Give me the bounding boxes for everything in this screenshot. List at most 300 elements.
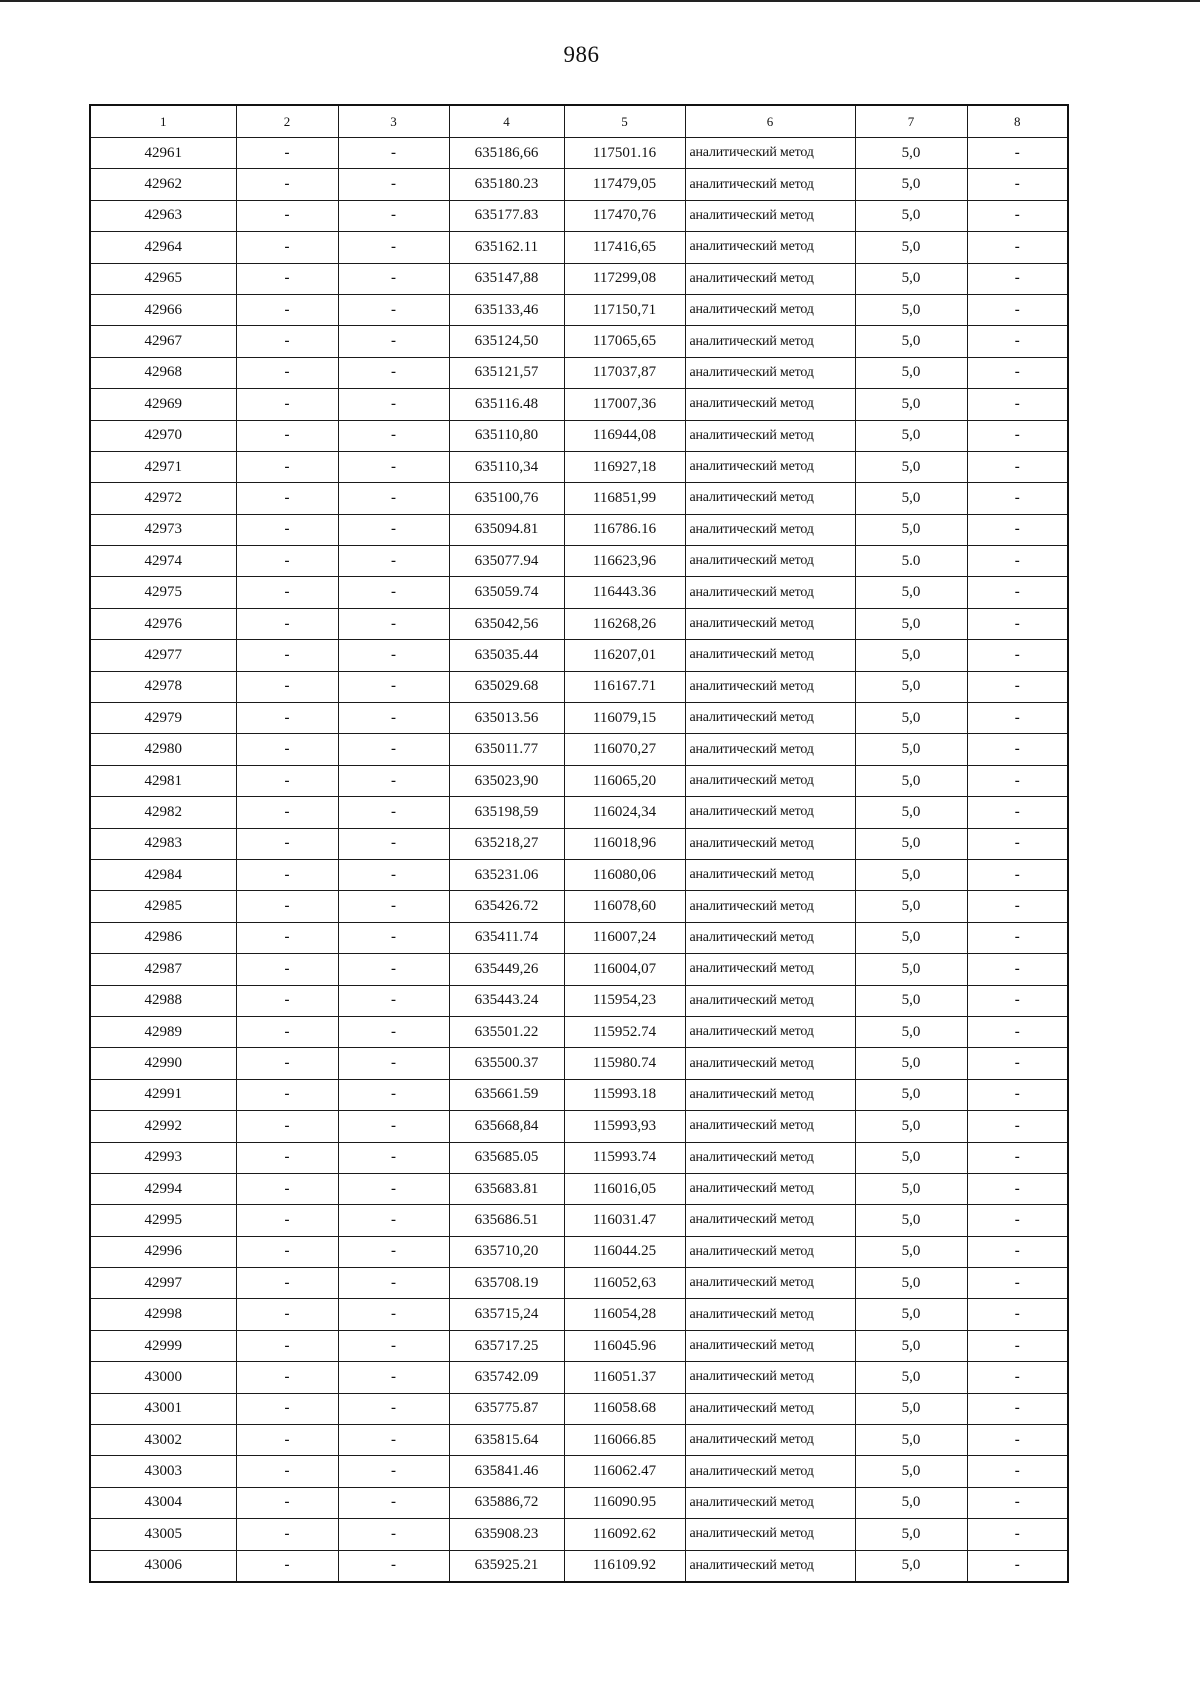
cell-col2-value: - [236,232,338,263]
cell-col2-value: - [236,263,338,294]
cell-coord-x: 635186,66 [449,138,564,169]
table-row [90,1550,1068,1582]
cell-method: аналитический метод [685,514,855,545]
cell-coord-y: 116944,08 [564,420,685,451]
cell-col2-value: - [236,1425,338,1456]
table-row [90,1079,1068,1110]
cell-col8-value: - [967,1048,1068,1079]
table-row [90,1393,1068,1424]
cell-col3-value: - [338,1111,449,1142]
cell-coord-y: 116851,99 [564,483,685,514]
cell-col8-value: - [967,1550,1068,1582]
cell-coord-y: 116078,60 [564,891,685,922]
cell-coord-y: 116066.85 [564,1425,685,1456]
cell-col2-value: - [236,514,338,545]
cell-col3-value: - [338,1236,449,1267]
cell-method: аналитический метод [685,1487,855,1518]
cell-col8-value: - [967,1236,1068,1267]
cell-coord-y: 116167.71 [564,671,685,702]
cell-method: аналитический метод [685,389,855,420]
cell-coord-y: 115993.74 [564,1142,685,1173]
cell-coord-x: 635180.23 [449,169,564,200]
cell-col8-value: - [967,1393,1068,1424]
cell-coord-x: 635198,59 [449,797,564,828]
cell-col3-value: - [338,326,449,357]
cell-accuracy: 5,0 [855,1487,967,1518]
cell-col3-value: - [338,891,449,922]
cell-accuracy: 5,0 [855,734,967,765]
cell-point-number: 42961 [90,138,236,169]
cell-coord-y: 116045.96 [564,1330,685,1361]
cell-col2-value: - [236,1079,338,1110]
cell-method: аналитический метод [685,1016,855,1047]
cell-col8-value: - [967,608,1068,639]
cell-col3-value: - [338,200,449,231]
cell-coord-x: 635815.64 [449,1425,564,1456]
cell-accuracy: 5,0 [855,138,967,169]
cell-accuracy: 5,0 [855,1079,967,1110]
cell-method: аналитический метод [685,1456,855,1487]
table-row [90,859,1068,890]
cell-accuracy: 5,0 [855,1016,967,1047]
cell-point-number: 42973 [90,514,236,545]
top-border-line [0,0,1200,2]
cell-col8-value: - [967,1079,1068,1110]
cell-col3-value: - [338,483,449,514]
table-row [90,1205,1068,1236]
cell-point-number: 42986 [90,922,236,953]
cell-col3-value: - [338,1205,449,1236]
table-row [90,1236,1068,1267]
page-number: 986 [563,42,600,67]
cell-col8-value: - [967,734,1068,765]
cell-col2-value: - [236,922,338,953]
cell-coord-x: 635686.51 [449,1205,564,1236]
cell-col3-value: - [338,797,449,828]
cell-coord-y: 116109.92 [564,1550,685,1582]
cell-col2-value: - [236,703,338,734]
cell-col3-value: - [338,828,449,859]
cell-accuracy: 5,0 [855,577,967,608]
cell-col8-value: - [967,420,1068,451]
cell-method: аналитический метод [685,640,855,671]
cell-col3-value: - [338,294,449,325]
cell-coord-y: 116031.47 [564,1205,685,1236]
header-cell-4: 4 [449,105,564,138]
cell-coord-x: 635013.56 [449,703,564,734]
cell-accuracy: 5,0 [855,1456,967,1487]
cell-col8-value: - [967,169,1068,200]
cell-accuracy: 5,0 [855,859,967,890]
cell-point-number: 42996 [90,1236,236,1267]
cell-method: аналитический метод [685,891,855,922]
cell-coord-x: 635124,50 [449,326,564,357]
cell-col2-value: - [236,1205,338,1236]
cell-coord-y: 116004,07 [564,954,685,985]
table-row [90,294,1068,325]
cell-method: аналитический метод [685,546,855,577]
cell-method: аналитический метод [685,985,855,1016]
cell-col8-value: - [967,138,1068,169]
cell-coord-x: 635218,27 [449,828,564,859]
cell-col3-value: - [338,514,449,545]
cell-col3-value: - [338,451,449,482]
cell-coord-x: 635717.25 [449,1330,564,1361]
cell-coord-y: 116018,96 [564,828,685,859]
table-row [90,357,1068,388]
cell-accuracy: 5,0 [855,765,967,796]
table-row [90,985,1068,1016]
cell-col2-value: - [236,326,338,357]
cell-method: аналитический метод [685,357,855,388]
cell-coord-y: 116054,28 [564,1299,685,1330]
cell-col8-value: - [967,389,1068,420]
cell-accuracy: 5,0 [855,1236,967,1267]
cell-col2-value: - [236,671,338,702]
table-row [90,232,1068,263]
cell-col8-value: - [967,640,1068,671]
cell-col3-value: - [338,1362,449,1393]
cell-coord-x: 635411.74 [449,922,564,953]
table-row [90,954,1068,985]
cell-point-number: 42971 [90,451,236,482]
cell-col8-value: - [967,294,1068,325]
cell-col2-value: - [236,734,338,765]
cell-coord-y: 116092.62 [564,1519,685,1550]
cell-point-number: 43006 [90,1550,236,1582]
cell-coord-x: 635029.68 [449,671,564,702]
cell-coord-x: 635426.72 [449,891,564,922]
table-row [90,828,1068,859]
cell-method: аналитический метод [685,1236,855,1267]
table-container [89,104,1067,1583]
cell-col2-value: - [236,640,338,671]
cell-coord-y: 116623,96 [564,546,685,577]
header-cell-2: 2 [236,105,338,138]
cell-col8-value: - [967,954,1068,985]
cell-point-number: 43000 [90,1362,236,1393]
cell-col2-value: - [236,1142,338,1173]
cell-col2-value: - [236,1456,338,1487]
cell-col2-value: - [236,483,338,514]
cell-col8-value: - [967,922,1068,953]
cell-point-number: 42977 [90,640,236,671]
cell-col2-value: - [236,1016,338,1047]
cell-accuracy: 5,0 [855,797,967,828]
cell-accuracy: 5,0 [855,608,967,639]
cell-col2-value: - [236,451,338,482]
cell-point-number: 42997 [90,1268,236,1299]
cell-coord-x: 635886,72 [449,1487,564,1518]
cell-method: аналитический метод [685,1048,855,1079]
cell-accuracy: 5,0 [855,671,967,702]
header-cell-6: 6 [685,105,855,138]
cell-col3-value: - [338,1142,449,1173]
cell-accuracy: 5,0 [855,1173,967,1204]
cell-coord-x: 635162.11 [449,232,564,263]
cell-col2-value: - [236,891,338,922]
cell-coord-x: 635177.83 [449,200,564,231]
cell-point-number: 43004 [90,1487,236,1518]
cell-col3-value: - [338,703,449,734]
table-row [90,389,1068,420]
cell-point-number: 42988 [90,985,236,1016]
cell-method: аналитический метод [685,765,855,796]
cell-coord-y: 116024,34 [564,797,685,828]
cell-col3-value: - [338,232,449,263]
cell-accuracy: 5,0 [855,389,967,420]
cell-accuracy: 5,0 [855,891,967,922]
table-body [90,138,1068,1582]
table-row [90,546,1068,577]
cell-accuracy: 5,0 [855,263,967,294]
cell-coord-y: 116786.16 [564,514,685,545]
cell-col3-value: - [338,577,449,608]
cell-coord-x: 635231.06 [449,859,564,890]
table-row [90,514,1068,545]
cell-method: аналитический метод [685,1205,855,1236]
table-row [90,483,1068,514]
cell-point-number: 42972 [90,483,236,514]
cell-point-number: 42962 [90,169,236,200]
cell-coord-x: 635443.24 [449,985,564,1016]
cell-col3-value: - [338,734,449,765]
table-row [90,138,1068,169]
cell-point-number: 42964 [90,232,236,263]
cell-col2-value: - [236,608,338,639]
cell-coord-x: 635023,90 [449,765,564,796]
cell-col2-value: - [236,1173,338,1204]
cell-coord-y: 115980.74 [564,1048,685,1079]
cell-method: аналитический метод [685,703,855,734]
header-cell-5: 5 [564,105,685,138]
cell-coord-y: 117065,65 [564,326,685,357]
cell-col2-value: - [236,1550,338,1582]
table-row [90,1299,1068,1330]
cell-col2-value: - [236,1487,338,1518]
table-row [90,169,1068,200]
cell-col2-value: - [236,546,338,577]
cell-coord-y: 116044.25 [564,1236,685,1267]
cell-point-number: 42993 [90,1142,236,1173]
cell-coord-x: 635110,80 [449,420,564,451]
cell-col8-value: - [967,671,1068,702]
cell-method: аналитический метод [685,1111,855,1142]
cell-col8-value: - [967,1425,1068,1456]
table-row [90,765,1068,796]
cell-coord-x: 635121,57 [449,357,564,388]
cell-coord-y: 116927,18 [564,451,685,482]
cell-point-number: 42983 [90,828,236,859]
cell-col2-value: - [236,1268,338,1299]
cell-coord-x: 635908.23 [449,1519,564,1550]
table-row [90,1048,1068,1079]
cell-col3-value: - [338,357,449,388]
cell-method: аналитический метод [685,263,855,294]
table-row [90,1425,1068,1456]
cell-method: аналитический метод [685,1142,855,1173]
table-row [90,263,1068,294]
cell-coord-y: 117007,36 [564,389,685,420]
cell-coord-x: 635925.21 [449,1550,564,1582]
cell-col3-value: - [338,169,449,200]
cell-coord-y: 116051.37 [564,1362,685,1393]
cell-col3-value: - [338,859,449,890]
cell-col3-value: - [338,1550,449,1582]
cell-coord-x: 635116.48 [449,389,564,420]
cell-coord-y: 116058.68 [564,1393,685,1424]
cell-accuracy: 5,0 [855,483,967,514]
cell-accuracy: 5,0 [855,1142,967,1173]
cell-accuracy: 5,0 [855,1425,967,1456]
cell-coord-x: 635011.77 [449,734,564,765]
cell-coord-x: 635500.37 [449,1048,564,1079]
cell-coord-x: 635683.81 [449,1173,564,1204]
cell-point-number: 43002 [90,1425,236,1456]
cell-col2-value: - [236,357,338,388]
cell-method: аналитический метод [685,232,855,263]
cell-col2-value: - [236,138,338,169]
cell-coord-y: 116268,26 [564,608,685,639]
cell-col8-value: - [967,546,1068,577]
cell-coord-y: 115954,23 [564,985,685,1016]
cell-point-number: 42991 [90,1079,236,1110]
cell-coord-y: 116079,15 [564,703,685,734]
cell-accuracy: 5,0 [855,514,967,545]
table-row [90,326,1068,357]
table-row [90,734,1068,765]
cell-method: аналитический метод [685,922,855,953]
table-row [90,420,1068,451]
cell-method: аналитический метод [685,294,855,325]
cell-point-number: 42987 [90,954,236,985]
cell-point-number: 42965 [90,263,236,294]
cell-col2-value: - [236,954,338,985]
table-row [90,1268,1068,1299]
cell-col3-value: - [338,1048,449,1079]
cell-col8-value: - [967,1362,1068,1393]
cell-col8-value: - [967,859,1068,890]
header-cell-8: 8 [967,105,1068,138]
cell-method: аналитический метод [685,577,855,608]
table-row [90,1111,1068,1142]
cell-col2-value: - [236,859,338,890]
cell-method: аналитический метод [685,1550,855,1582]
cell-coord-y: 116007,24 [564,922,685,953]
cell-accuracy: 5,0 [855,1330,967,1361]
cell-accuracy: 5,0 [855,1111,967,1142]
table-row [90,1330,1068,1361]
cell-method: аналитический метод [685,483,855,514]
cell-accuracy: 5,0 [855,640,967,671]
cell-col3-value: - [338,1330,449,1361]
cell-col8-value: - [967,1299,1068,1330]
table-row [90,671,1068,702]
cell-col2-value: - [236,1111,338,1142]
cell-point-number: 42969 [90,389,236,420]
cell-col3-value: - [338,1299,449,1330]
cell-col3-value: - [338,420,449,451]
cell-col3-value: - [338,985,449,1016]
cell-coord-x: 635035.44 [449,640,564,671]
cell-col3-value: - [338,138,449,169]
cell-accuracy: 5,0 [855,1550,967,1582]
table-row [90,1362,1068,1393]
cell-col8-value: - [967,326,1068,357]
cell-point-number: 42994 [90,1173,236,1204]
header-cell-7: 7 [855,105,967,138]
cell-point-number: 42985 [90,891,236,922]
cell-col8-value: - [967,1268,1068,1299]
cell-point-number: 42995 [90,1205,236,1236]
cell-coord-y: 116016,05 [564,1173,685,1204]
cell-method: аналитический метод [685,1393,855,1424]
header-cell-3: 3 [338,105,449,138]
cell-point-number: 42980 [90,734,236,765]
cell-col8-value: - [967,1330,1068,1361]
cell-col3-value: - [338,1425,449,1456]
cell-accuracy: 5,0 [855,294,967,325]
cell-accuracy: 5,0 [855,326,967,357]
cell-col2-value: - [236,294,338,325]
table-row [90,200,1068,231]
cell-col2-value: - [236,1299,338,1330]
table-row [90,703,1068,734]
cell-coord-x: 635110,34 [449,451,564,482]
table-row [90,1142,1068,1173]
cell-method: аналитический метод [685,797,855,828]
cell-coord-y: 115993,93 [564,1111,685,1142]
header-row [90,105,1068,138]
cell-coord-y: 117416,65 [564,232,685,263]
cell-col2-value: - [236,797,338,828]
cell-coord-y: 117479,05 [564,169,685,200]
cell-coord-y: 116052,63 [564,1268,685,1299]
cell-coord-x: 635715,24 [449,1299,564,1330]
cell-col8-value: - [967,232,1068,263]
cell-accuracy: 5,0 [855,232,967,263]
cell-col3-value: - [338,640,449,671]
table-row [90,608,1068,639]
cell-method: аналитический метод [685,1425,855,1456]
cell-method: аналитический метод [685,954,855,985]
cell-col2-value: - [236,169,338,200]
cell-col3-value: - [338,1393,449,1424]
cell-col2-value: - [236,1330,338,1361]
cell-col2-value: - [236,765,338,796]
cell-coord-y: 116062.47 [564,1456,685,1487]
cell-point-number: 43001 [90,1393,236,1424]
cell-accuracy: 5,0 [855,828,967,859]
cell-method: аналитический метод [685,859,855,890]
cell-col8-value: - [967,1205,1068,1236]
cell-coord-y: 115993.18 [564,1079,685,1110]
cell-accuracy: 5,0 [855,954,967,985]
cell-col2-value: - [236,985,338,1016]
table-row [90,1173,1068,1204]
cell-coord-x: 635100,76 [449,483,564,514]
cell-point-number: 42982 [90,797,236,828]
cell-accuracy: 5,0 [855,1268,967,1299]
cell-col8-value: - [967,1456,1068,1487]
cell-point-number: 42979 [90,703,236,734]
cell-point-number: 42966 [90,294,236,325]
cell-col8-value: - [967,703,1068,734]
cell-col8-value: - [967,1016,1068,1047]
cell-accuracy: 5,0 [855,451,967,482]
cell-coord-y: 115952.74 [564,1016,685,1047]
header-cell-1: 1 [90,105,236,138]
